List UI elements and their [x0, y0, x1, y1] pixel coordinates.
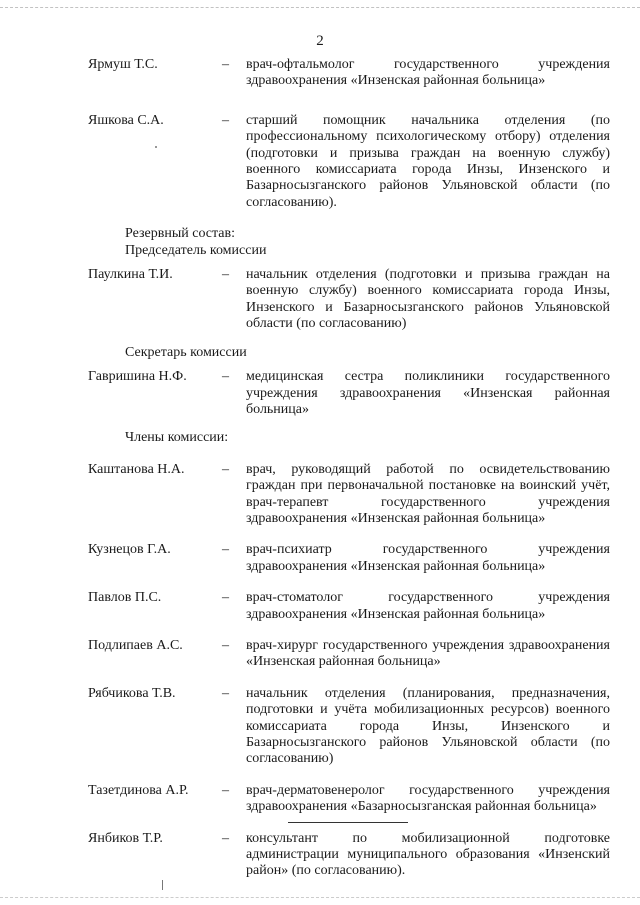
secretary-entry: [88, 369, 610, 418]
member-name: Паулкина Т.И.: [88, 267, 173, 283]
member-role: врач-дерматовенеролог государственного учреждения здравоохранения «Базарносызганская районная больница»: [246, 782, 610, 815]
member-entry: [88, 686, 610, 768]
scan-edge-bottom: [0, 897, 640, 899]
member-entry: [88, 783, 610, 816]
member-entry: [88, 57, 610, 90]
member-entry: [88, 638, 610, 671]
member-role: начальник отделения (планирования, предназначения, подготовки и учёта мобилизационных ресурсов) военного комиссариата города Инзы, Инзенского и Базарносызганского районов Ульяновской области (по согласованию): [246, 685, 610, 767]
member-role: врач-стоматолог государственного учреждения здравоохранения «Инзенская районная больница»: [246, 590, 610, 622]
dash-separator: –: [222, 830, 229, 846]
scan-speck: [162, 880, 163, 890]
member-entry: [88, 113, 610, 211]
dash-separator: –: [222, 461, 229, 477]
member-entry: [88, 462, 610, 528]
dash-separator: –: [222, 112, 229, 128]
dash-separator: –: [222, 782, 229, 798]
commission-list: [88, 57, 610, 880]
member-name: Подлипаев А.С.: [88, 637, 183, 653]
closing-rule: [288, 822, 408, 823]
dash-separator: –: [222, 685, 229, 701]
member-name: Ярмуш Т.С.: [88, 57, 158, 72]
dash-separator: –: [222, 57, 229, 72]
member-name: Яшкова С.А.: [88, 112, 164, 128]
reserve-heading: Резервный состав:: [125, 226, 236, 242]
dash-separator: –: [222, 267, 229, 283]
member-role: врач, руководящий работой по освидетельствованию граждан при первоначальной постановке на воинский учёт, врач-терапевт государственного учреждения здравоохранения «Инзенская районная больница»: [246, 461, 610, 526]
page-number: 2: [316, 33, 324, 49]
members-heading: Члены комиссии:: [125, 430, 229, 446]
member-role: врач-психиатр государственного учреждения здравоохранения «Инзенская районная больница»: [246, 542, 610, 574]
member-entry: [88, 590, 610, 623]
secretary-heading: Секретарь комиссии: [125, 344, 247, 360]
scan-speck: [155, 146, 157, 148]
member-name: Янбиков Т.Р.: [88, 830, 163, 846]
dash-separator: –: [222, 637, 229, 653]
member-name: Каштанова Н.А.: [88, 461, 185, 477]
member-name: Павлов П.С.: [88, 590, 162, 606]
member-role: медицинская сестра поликлиники государственного учреждения здравоохранения «Инзенская районная больница»: [246, 369, 610, 417]
member-role: старший помощник начальника отделения (по профессиональному психологическому отбору) отделения (подготовки и призыва граждан на военную службу) военного комиссариата города Инзы, Инзенского и Базарносызганского районов Ульяновской области (по согласованию).: [246, 112, 610, 210]
member-entry: [88, 542, 610, 575]
chair-heading: Председатель комиссии: [125, 242, 267, 258]
member-role: начальник отделения (подготовки и призыва граждан на военную службу) военного комиссариата города Инзы, Инзенского и Базарносызганского районов Ульяновской области (по согласованию): [246, 267, 610, 332]
chair-entry: [88, 267, 610, 333]
member-name: Рябчикова Т.В.: [88, 685, 176, 701]
member-name: Гавришина Н.Ф.: [88, 369, 187, 385]
dash-separator: –: [222, 369, 229, 385]
member-role: врач-офтальмолог государственного учреждения здравоохранения «Инзенская районная больница»: [246, 57, 610, 89]
member-entry: [88, 831, 610, 880]
member-role: врач-хирург государственного учреждения здравоохранения «Инзенская районная больница»: [246, 637, 610, 670]
dash-separator: –: [222, 542, 229, 558]
member-role: консультант по мобилизационной подготовке администрации муниципального образования «Инзенский район» (по согласованию).: [246, 830, 610, 879]
dash-separator: –: [222, 590, 229, 606]
scan-edge-top: [0, 7, 640, 9]
member-name: Кузнецов Г.А.: [88, 542, 171, 558]
member-name: Тазетдинова А.Р.: [88, 782, 189, 798]
